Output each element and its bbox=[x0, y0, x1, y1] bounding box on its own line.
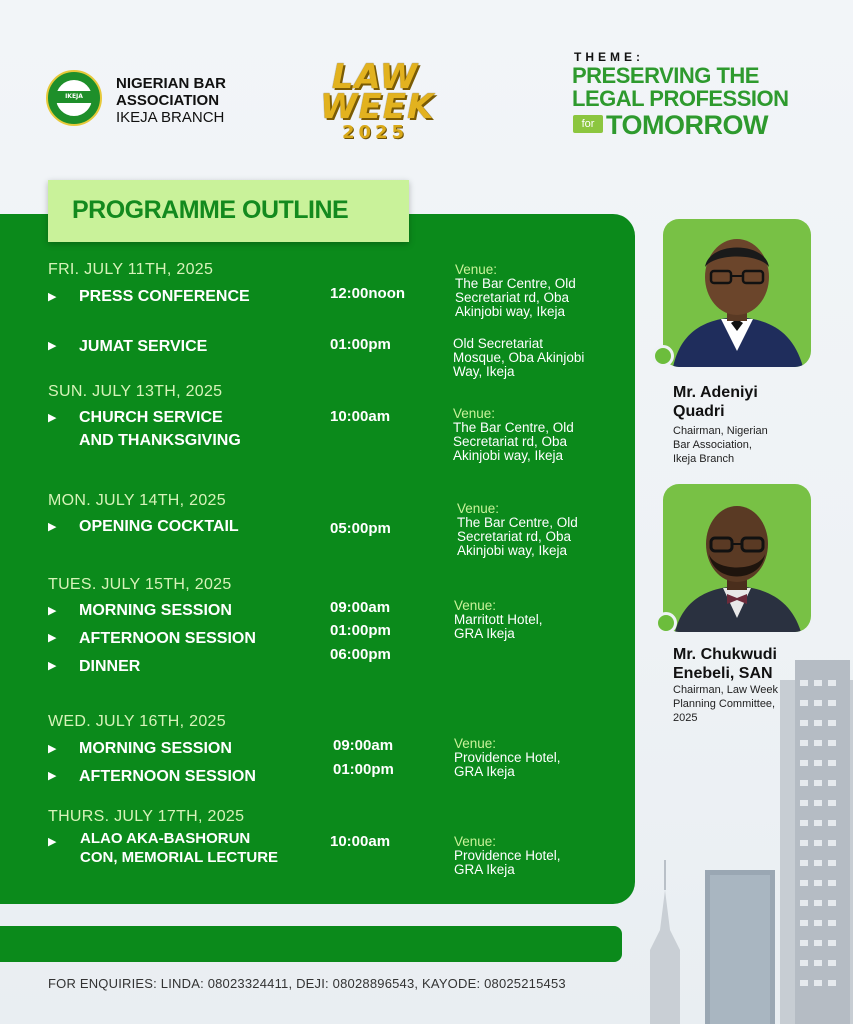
venue-line: Akinjobi way, Ikeja bbox=[453, 448, 564, 463]
event-time: 09:00am bbox=[333, 737, 394, 754]
event-name-line-2: CON, MEMORIAL LECTURE bbox=[80, 849, 279, 866]
org-line-3: IKEJA BRANCH bbox=[116, 109, 225, 126]
programme-title: PROGRAMME OUTLINE bbox=[72, 196, 349, 224]
speaker-role-line: Bar Association, bbox=[673, 439, 752, 451]
speaker-role-line: Chairman, Nigerian bbox=[673, 425, 768, 437]
event-venue bbox=[454, 737, 561, 779]
event-time: 05:00pm bbox=[330, 520, 391, 537]
law-week-line-1: LAW bbox=[331, 57, 419, 97]
theme-for-badge: for bbox=[573, 115, 603, 133]
day-date: TUES. JULY 15TH, 2025 bbox=[48, 576, 232, 593]
event-venue bbox=[457, 502, 578, 558]
person-portrait-icon bbox=[663, 219, 811, 367]
bullet-icon: ▶ bbox=[48, 743, 57, 755]
theme-line-3: TOMORROW bbox=[606, 110, 768, 140]
event-venue bbox=[454, 835, 561, 877]
venue-line: GRA Ikeja bbox=[454, 862, 515, 877]
bullet-icon: ▶ bbox=[48, 632, 57, 644]
nba-logo bbox=[46, 70, 102, 126]
venue-label: Venue: bbox=[455, 262, 498, 277]
venue-line: Secretariat rd, Oba bbox=[455, 290, 570, 305]
bullet-icon: ▶ bbox=[48, 836, 57, 848]
decorative-dot bbox=[652, 345, 674, 367]
venue-line: Providence Hotel, bbox=[454, 848, 561, 863]
speaker-name bbox=[673, 383, 758, 421]
speaker-name-line-1: Mr. Chukwudi bbox=[673, 646, 777, 663]
venue-line: Way, Ikeja bbox=[453, 364, 515, 379]
speaker-role bbox=[673, 424, 768, 466]
day-date: SUN. JULY 13TH, 2025 bbox=[48, 383, 223, 400]
speaker-role-line: Planning Committee, bbox=[673, 698, 776, 710]
event-name-line-1: ALAO AKA-BASHORUN bbox=[80, 830, 251, 847]
event-venue bbox=[453, 407, 574, 463]
venue-line: GRA Ikeja bbox=[454, 764, 515, 779]
venue-label: Venue: bbox=[453, 406, 496, 421]
venue-line: Akinjobi way, Ikeja bbox=[457, 543, 568, 558]
bullet-icon: ▶ bbox=[48, 291, 57, 303]
speaker-role-line: Ikeja Branch bbox=[673, 453, 735, 465]
event-name: OPENING COCKTAIL bbox=[79, 518, 239, 535]
day-date: FRI. JULY 11TH, 2025 bbox=[48, 261, 214, 278]
event-time: 10:00am bbox=[330, 408, 391, 425]
decorative-dot bbox=[655, 612, 677, 634]
theme-label: THEME: bbox=[574, 50, 644, 64]
speaker-name bbox=[673, 645, 777, 683]
day-date: THURS. JULY 17TH, 2025 bbox=[48, 808, 245, 825]
bullet-icon: ▶ bbox=[48, 412, 57, 424]
venue-line: Old Secretariat bbox=[453, 336, 544, 351]
org-line-2: ASSOCIATION bbox=[116, 92, 220, 109]
event-venue bbox=[454, 599, 543, 641]
venue-line: Marritott Hotel, bbox=[454, 612, 543, 627]
event-time: 01:00pm bbox=[330, 336, 391, 353]
bullet-icon: ▶ bbox=[48, 770, 57, 782]
speaker-name-line-2: Enebeli, SAN bbox=[673, 665, 773, 682]
bullet-icon: ▶ bbox=[48, 605, 57, 617]
theme-line-1: PRESERVING THE bbox=[572, 63, 759, 88]
venue-line: Mosque, Oba Akinjobi bbox=[453, 350, 585, 365]
venue-line: Secretariat rd, Oba bbox=[457, 529, 572, 544]
event-venue bbox=[455, 263, 576, 319]
venue-line: The Bar Centre, Old bbox=[457, 515, 578, 530]
venue-label: Venue: bbox=[457, 501, 500, 516]
law-week-line-2: WEEK bbox=[320, 87, 435, 127]
person-portrait-icon bbox=[663, 484, 811, 632]
venue-label: Venue: bbox=[454, 834, 497, 849]
event-time: 06:00pm bbox=[330, 646, 391, 663]
event-name: DINNER bbox=[79, 658, 141, 675]
venue-line: Providence Hotel, bbox=[454, 750, 561, 765]
speaker-role-line: 2025 bbox=[673, 712, 698, 724]
venue-line: Akinjobi way, Ikeja bbox=[455, 304, 566, 319]
event-name: JUMAT SERVICE bbox=[79, 338, 208, 355]
venue-label: Venue: bbox=[454, 736, 497, 751]
bottom-green-bar bbox=[0, 926, 622, 962]
event-name: AFTERNOON SESSION bbox=[79, 768, 256, 785]
event-name: AFTERNOON SESSION bbox=[79, 630, 256, 647]
event-time: 09:00am bbox=[330, 599, 391, 616]
bullet-icon: ▶ bbox=[48, 521, 57, 533]
venue-line: The Bar Centre, Old bbox=[453, 420, 574, 435]
day-date: MON. JULY 14TH, 2025 bbox=[48, 492, 226, 509]
day-date: WED. JULY 16TH, 2025 bbox=[48, 713, 226, 730]
law-week-year: 2025 bbox=[341, 122, 409, 143]
event-name-line-2: AND THANKSGIVING bbox=[79, 432, 241, 449]
logo-band-text: IKEJA BRANCH bbox=[51, 91, 97, 103]
event-venue bbox=[453, 337, 584, 379]
speaker-role bbox=[673, 683, 778, 725]
bullet-icon: ▶ bbox=[48, 660, 57, 672]
event-time: 10:00am bbox=[330, 833, 391, 850]
speaker-photo bbox=[663, 484, 811, 632]
venue-line: The Bar Centre, Old bbox=[455, 276, 576, 291]
event-name: MORNING SESSION bbox=[79, 602, 232, 619]
speaker-name-line-2: Quadri bbox=[673, 403, 725, 420]
law-week-logo bbox=[320, 57, 435, 143]
bullet-icon: ▶ bbox=[48, 340, 57, 352]
speaker-role-line: Chairman, Law Week bbox=[673, 684, 778, 696]
org-line-1: NIGERIAN BAR bbox=[116, 75, 227, 92]
venue-line: Secretariat rd, Oba bbox=[453, 434, 568, 449]
event-name-line-1: CHURCH SERVICE bbox=[79, 409, 223, 426]
event-time: 01:00pm bbox=[333, 761, 394, 778]
venue-label: Venue: bbox=[454, 598, 497, 613]
event-time: 12:00noon bbox=[330, 285, 406, 302]
organization-name bbox=[116, 75, 226, 126]
event-name: MORNING SESSION bbox=[79, 740, 232, 757]
speaker-photo bbox=[663, 219, 811, 367]
venue-line: GRA Ikeja bbox=[454, 626, 515, 641]
speaker-name-line-1: Mr. Adeniyi bbox=[673, 384, 758, 401]
enquiries-contact: FOR ENQUIRIES: LINDA: 08023324411, DEJI: 08028896543, KAYODE: 08025215453 bbox=[48, 976, 566, 991]
event-name: PRESS CONFERENCE bbox=[79, 288, 250, 305]
theme-line-2: LEGAL PROFESSION bbox=[572, 86, 789, 111]
event-time: 01:00pm bbox=[330, 622, 391, 639]
